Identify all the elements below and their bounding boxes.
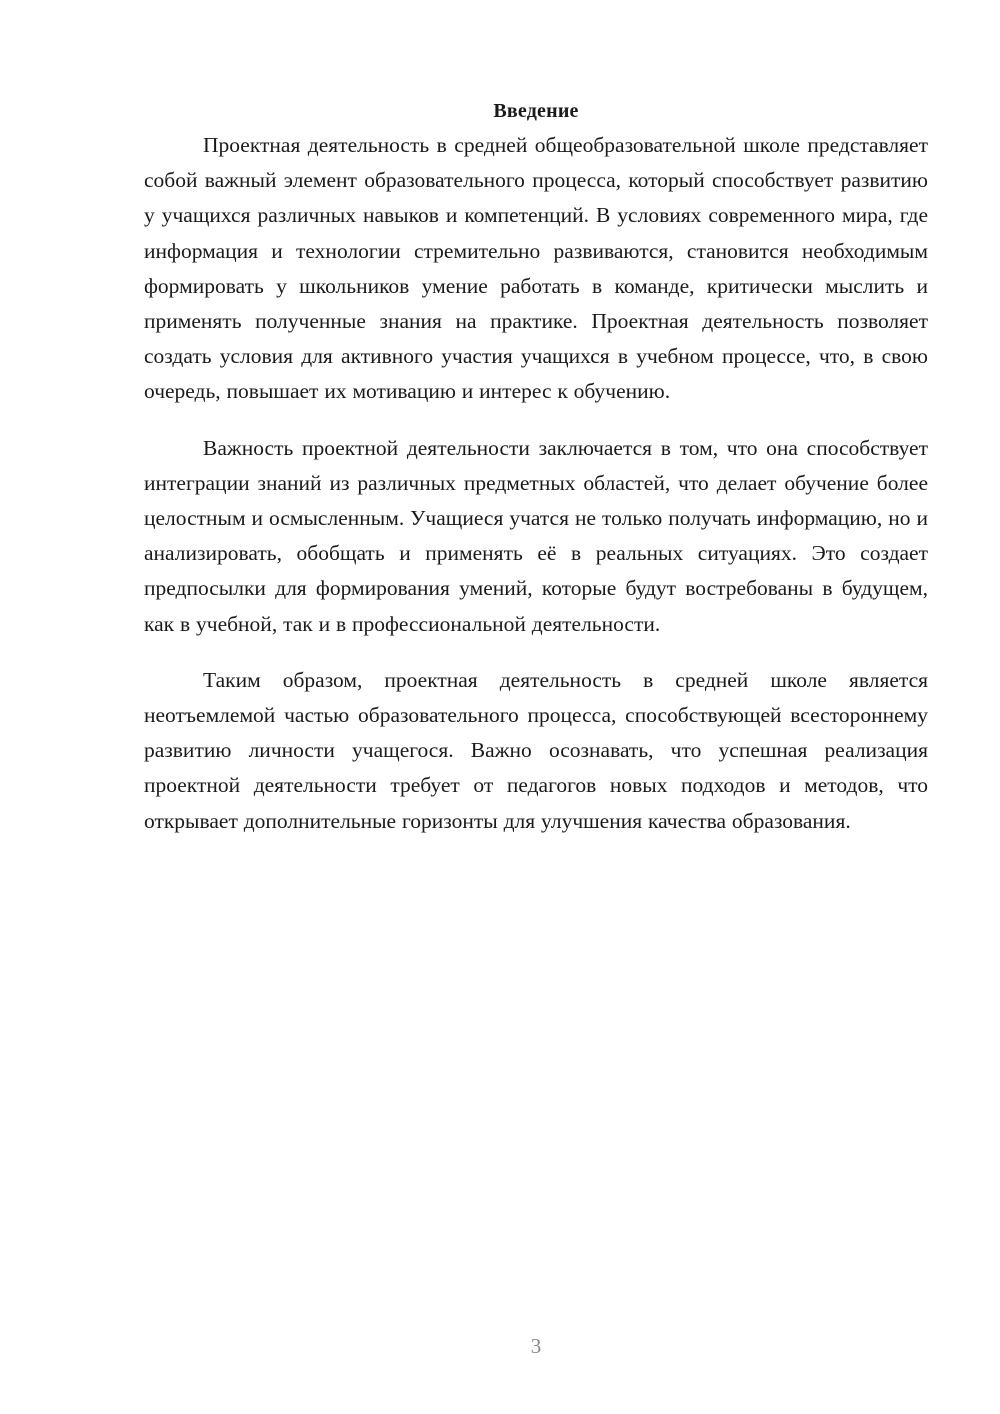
paragraph-3: Таким образом, проектная деятельность в средней школе является неотъемлемой частью образовательного процесса, способствующей всестороннему развитию личности учащегося. Важно осознавать, что успешная реализация проектной деятельности требует от педагогов новых подходов и методов, что открывает дополнительные горизонты для улучшения качества образования. <box>144 667 928 833</box>
page-content <box>144 96 928 839</box>
paragraph-2: Важность проектной деятельности заключается в том, что она способствует интеграции знаний из различных предметных областей, что делает обучение более целостным и осмысленным. Учащиеся учатся не только получать информацию, но и анализировать, обобщать и применять её в реальных ситуациях. Это создает предпосылки для формирования умений, которые будут востребованы в будущем, как в учебной, так и в профессиональной деятельности. <box>144 435 928 636</box>
page-number: 3 <box>530 1334 542 1358</box>
section-title: Введение <box>493 100 579 122</box>
paragraph-1: Проектная деятельность в средней общеобразовательной школе представляет собой важный элемент образовательного процесса, который способствует развитию у учащихся различных навыков и компетенций. В условиях современного мира, где информация и технологии стремительно развиваются, становится необходимым формировать у школьников умение работать в команде, критически мыслить и применять полученные знания на практике. Проектная деятельность позволяет создать условия для активного участия учащихся в учебном процессе, что, в свою очередь, повышает их мотивацию и интерес к обучению. <box>144 133 928 404</box>
